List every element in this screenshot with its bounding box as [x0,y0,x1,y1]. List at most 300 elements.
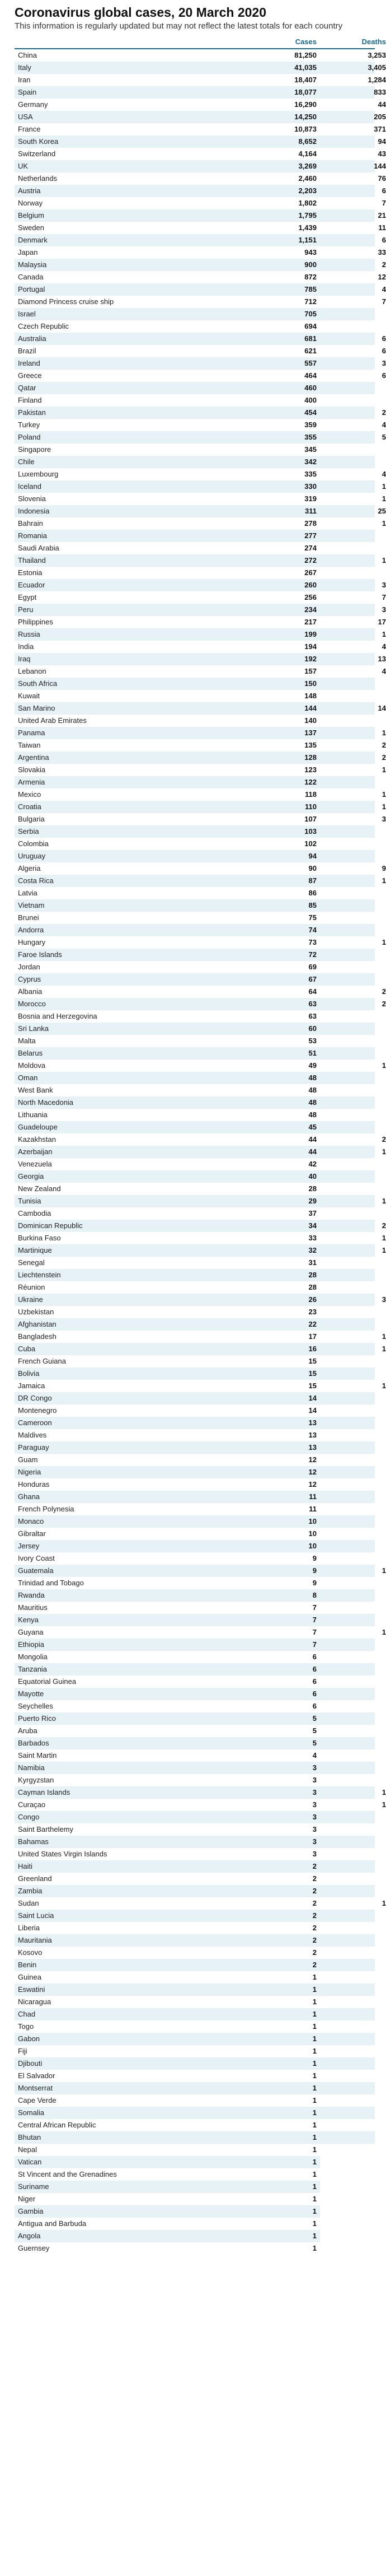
table-row [15,776,375,788]
deaths-value: 2 [382,741,386,749]
cases-value: 29 [308,1197,317,1205]
table-row [15,1860,375,1873]
country-name: Saint Martin [18,1751,57,1760]
table-row [15,1441,375,1454]
table-row [15,850,375,862]
deaths-value: 1 [382,1899,386,1907]
cases-value: 122 [304,778,317,786]
deaths-value: 17 [378,618,386,626]
table-row [15,653,386,665]
table-row [15,542,375,554]
cases-value: 150 [304,679,317,688]
table-row [15,2020,375,2033]
country-name: Poland [18,433,41,441]
deaths-value: 4 [382,285,386,293]
cases-value: 256 [304,593,317,601]
table-row [15,1491,375,1503]
deaths-value: 1 [382,1800,386,1809]
chart-title: Coronavirus global cases, 20 March 2020 [15,5,266,20]
cases-value: 13 [308,1443,317,1452]
country-name: Sudan [18,1899,39,1907]
table-row [15,136,386,148]
cases-value: 872 [304,273,317,281]
cases-value: 2 [312,1924,317,1932]
table-row [15,1195,386,1207]
cases-value: 5 [312,1714,317,1723]
cases-value: 75 [308,913,317,922]
country-name: Aruba [18,1726,37,1735]
table-row [15,1355,375,1368]
country-name: Chile [18,458,35,466]
country-name: Ecuador [18,581,45,589]
cases-value: 87 [308,876,317,885]
country-name: Lebanon [18,667,46,675]
table-row [15,1762,375,1774]
deaths-value: 44 [378,100,386,109]
country-name: Senegal [18,1258,45,1267]
table-row [15,1306,375,1318]
table-row [15,1614,375,1626]
country-name: Vatican [18,2158,42,2166]
country-name: South Africa [18,679,58,688]
cases-value: 18,077 [294,88,317,96]
table-row [15,1084,375,1096]
table-row [15,86,386,99]
deaths-value: 4 [382,470,386,478]
cases-value: 103 [304,827,317,836]
country-name: Nepal [18,2145,37,2154]
cases-value: 14 [308,1406,317,1415]
deaths-value: 1 [382,1197,386,1205]
country-name: Albania [18,987,43,996]
country-name: Liechtenstein [18,1271,61,1279]
cases-value: 1,151 [298,236,317,244]
country-name: Greece [18,371,42,380]
country-name: Ethiopia [18,1640,44,1649]
country-name: Tanzania [18,1665,48,1673]
cases-value: 943 [304,248,317,256]
deaths-value: 1 [382,556,386,564]
table-row [15,111,386,123]
country-name: Malaysia [18,260,47,269]
country-name: United Arab Emirates [18,716,87,725]
table-row [15,1404,375,1417]
table-row [15,2119,375,2131]
table-row [15,641,386,653]
cases-value: 400 [304,396,317,404]
country-name: Armenia [18,778,45,786]
table-row [15,616,386,628]
cases-value: 10 [308,1529,317,1538]
country-name: Haiti [18,1862,33,1870]
table-row [15,2144,375,2156]
deaths-value: 3,405 [368,63,386,72]
cases-value: 2 [312,1961,317,1969]
country-name: Thailand [18,556,46,564]
cases-value: 234 [304,605,317,614]
cases-value: 15 [308,1357,317,1365]
cases-value: 7 [312,1616,317,1624]
table-row [15,123,386,136]
cases-value: 3 [312,1800,317,1809]
table-row [15,1922,375,1934]
cases-value: 67 [308,975,317,983]
table-row [15,370,386,382]
table-row [15,1651,375,1663]
country-name: Jordan [18,963,40,971]
cases-value: 144 [304,704,317,712]
table-row [15,1023,375,1035]
cases-value: 81,250 [294,51,317,59]
country-name: Azerbaijan [18,1147,53,1156]
table-row [15,591,386,604]
table-row [15,1639,375,1651]
table-row [15,788,386,801]
country-name: Jersey [18,1542,40,1550]
table-row [15,628,386,641]
country-name: Togo [18,2022,34,2031]
country-name: Congo [18,1813,40,1821]
table-row [15,1799,386,1811]
table-row [15,333,386,345]
table-row [15,197,386,209]
country-name: Monaco [18,1517,44,1525]
table-row [15,172,386,185]
cases-value: 2 [312,1899,317,1907]
table-row [15,727,386,739]
country-name: Central African Republic [18,2121,96,2129]
table-row [15,517,386,530]
table-row [15,74,386,86]
country-name: Bahrain [18,519,43,528]
cases-value: 85 [308,901,317,909]
deaths-value: 76 [378,174,386,183]
table-row [15,2193,320,2205]
cases-value: 3 [312,1837,317,1846]
cases-value: 28 [308,1184,317,1193]
country-name: Faroe Islands [18,950,62,959]
table-row [15,407,386,419]
table-row [15,444,375,456]
country-name: Liberia [18,1924,40,1932]
table-row [15,1121,375,1133]
cases-value: 10 [308,1517,317,1525]
table-row [15,1269,375,1281]
deaths-value: 1 [382,1788,386,1796]
table-row [15,678,375,690]
country-name: Ireland [18,359,40,367]
cases-value: 13 [308,1418,317,1427]
cases-value: 2 [312,1911,317,1920]
deaths-value: 94 [378,137,386,146]
table-row [15,1848,375,1860]
country-name: Montenegro [18,1406,57,1415]
country-name: Uruguay [18,852,46,860]
cases-value: 2 [312,1874,317,1883]
cases-value: 13 [308,1431,317,1439]
cases-value: 11 [309,1492,317,1501]
cases-value: 74 [308,926,317,934]
table-row [15,2131,375,2144]
country-name: Colombia [18,839,49,848]
cases-value: 1 [312,2170,317,2178]
table-row [15,1984,375,1996]
table-row [15,875,386,887]
cases-value: 15 [308,1382,317,1390]
table-row [15,419,386,431]
table-header [15,36,386,48]
country-name: French Guiana [18,1357,66,1365]
cases-value: 1 [312,2022,317,2031]
country-name: Portugal [18,285,45,293]
deaths-value: 43 [378,150,386,158]
table-row [15,936,386,949]
deaths-value: 3 [382,359,386,367]
cases-value: 1 [312,2096,317,2104]
cases-value: 277 [304,531,317,540]
deaths-value: 1 [382,790,386,799]
table-row [15,271,386,283]
cases-value: 1 [312,2121,317,2129]
cases-value: 7 [312,1603,317,1612]
table-row [15,382,375,394]
country-name: Latvia [18,889,37,897]
country-name: Guatemala [18,1566,54,1575]
cases-value: 1 [312,2047,317,2055]
table-row [15,2008,375,2020]
country-name: Kosovo [18,1948,43,1957]
country-name: Russia [18,630,40,638]
cases-value: 90 [308,864,317,872]
country-name: Italy [18,63,31,72]
cases-value: 272 [304,556,317,564]
country-name: Gibraltar [18,1529,46,1538]
country-name: Rwanda [18,1591,45,1599]
table-row [15,715,375,727]
cases-value: 1 [312,2232,317,2240]
country-name: India [18,642,34,651]
cases-value: 311 [305,507,317,515]
country-name: United States Virgin Islands [18,1850,107,1858]
table-row [15,468,386,480]
table-row [15,1811,375,1823]
country-name: Guam [18,1455,38,1464]
cases-value: 42 [308,1160,317,1168]
table-row [15,2168,320,2181]
cases-value: 26 [308,1295,317,1304]
cases-value: 17 [308,1332,317,1341]
country-name: Paraguay [18,1443,49,1452]
country-name: Croatia [18,802,41,811]
country-name: Maldives [18,1431,47,1439]
cases-value: 18,407 [294,76,317,84]
table-row [15,320,375,333]
column-header-deaths: Deaths [361,38,386,46]
deaths-value: 1 [382,876,386,885]
cases-value: 1 [312,2244,317,2252]
table-row [15,1836,375,1848]
table-row [15,1429,375,1441]
cases-value: 1 [312,2182,317,2191]
country-name: Ghana [18,1492,40,1501]
table-row [15,1183,375,1195]
table-row [15,1712,375,1725]
country-name: Bosnia and Herzegovina [18,1012,97,1020]
cases-value: 557 [304,359,317,367]
table-row [15,456,375,468]
deaths-value: 6 [382,334,386,343]
country-name: Zambia [18,1887,43,1895]
deaths-value: 5 [382,433,386,441]
cases-value: 63 [308,1000,317,1008]
cases-value: 63 [308,1012,317,1020]
cases-value: 48 [308,1098,317,1107]
cases-value: 1 [312,2108,317,2117]
cases-value: 94 [308,852,317,860]
table-row [15,2205,320,2218]
country-name: Fiji [18,2047,27,2055]
table-row [15,1109,375,1121]
cases-value: 319 [304,494,317,503]
table-row [15,579,386,591]
table-row [15,899,375,912]
deaths-value: 3 [382,605,386,614]
deaths-value: 21 [378,211,386,220]
deaths-value: 1 [382,1246,386,1254]
country-name: Bahamas [18,1837,49,1846]
table-row [15,973,375,986]
deaths-value: 3 [382,581,386,589]
cases-value: 102 [304,839,317,848]
cases-value: 1 [312,2158,317,2166]
cases-value: 900 [304,260,317,269]
country-name: Djibouti [18,2059,43,2068]
country-name: Singapore [18,445,51,454]
table-row [15,2218,320,2230]
country-name: North Macedonia [18,1098,73,1107]
deaths-value: 1 [382,519,386,528]
country-name: Turkey [18,421,40,429]
country-name: Saudi Arabia [18,544,59,552]
cases-value: 135 [304,741,317,749]
country-name: Taiwan [18,741,41,749]
cases-value: 9 [312,1554,317,1562]
country-name: Argentina [18,753,49,762]
country-name: Barbados [18,1739,49,1747]
country-name: Saint Lucia [18,1911,54,1920]
cases-value: 1 [312,2145,317,2154]
deaths-value: 833 [374,88,386,96]
country-name: Hungary [18,938,46,946]
cases-value: 45 [308,1123,317,1131]
country-name: Slovenia [18,494,46,503]
table-row [15,1294,386,1306]
country-name: USA [18,113,33,121]
country-name: Guyana [18,1628,44,1636]
cases-value: 137 [304,729,317,737]
table-row [15,567,375,579]
cases-value: 2 [312,1862,317,1870]
country-name: Jamaica [18,1382,45,1390]
country-name: Gambia [18,2207,44,2215]
country-name: Cyprus [18,975,41,983]
cases-value: 11 [309,1505,317,1513]
table-row [15,283,386,296]
cases-value: 621 [304,347,317,355]
country-name: Guinea [18,1973,41,1981]
country-name: Ukraine [18,1295,43,1304]
cases-value: 16,290 [294,100,317,109]
country-name: Cape Verde [18,2096,57,2104]
table-row [15,813,386,825]
deaths-value: 7 [382,593,386,601]
table-row [15,1454,375,1466]
deaths-value: 6 [382,347,386,355]
cases-value: 260 [304,581,317,589]
table-row [15,1959,375,1971]
table-row [15,1663,375,1676]
cases-value: 12 [308,1480,317,1488]
cases-value: 6 [312,1702,317,1710]
table-row [15,604,386,616]
country-name: France [18,125,41,133]
deaths-value: 1 [382,1061,386,1070]
country-name: Morocco [18,1000,46,1008]
table-row [15,1503,375,1515]
cases-value: 148 [304,692,317,700]
table-row [15,1072,375,1084]
country-name: Australia [18,334,46,343]
country-name: El Salvador [18,2071,55,2080]
country-name: Diamond Princess cruise ship [18,297,114,306]
table-row [15,505,386,517]
cases-value: 12 [308,1468,317,1476]
cases-value: 3 [312,1763,317,1772]
country-name: Denmark [18,236,48,244]
deaths-value: 1 [382,482,386,491]
table-row [15,259,386,271]
cases-value: 44 [308,1147,317,1156]
table-row [15,912,375,924]
country-name: Moldova [18,1061,46,1070]
country-name: Eswatini [18,1985,45,1994]
country-name: Algeria [18,864,41,872]
cases-value: 1 [312,2207,317,2215]
cases-value: 123 [304,766,317,774]
country-name: Somalia [18,2108,44,2117]
cases-value: 267 [304,568,317,577]
cases-value: 41,035 [294,63,317,72]
deaths-value: 1 [382,1628,386,1636]
table-row [15,394,375,407]
table-row [15,1515,375,1528]
cases-value: 1 [312,2219,317,2228]
cases-value: 1 [312,2059,317,2068]
cases-value: 7 [312,1640,317,1649]
table-row [15,986,386,998]
cases-value: 712 [304,297,317,306]
table-row [15,1158,375,1170]
country-name: Georgia [18,1172,44,1180]
deaths-value: 1 [382,1234,386,1242]
cases-value: 2 [312,1887,317,1895]
deaths-value: 9 [382,864,386,872]
cases-value: 128 [304,753,317,762]
table-row [15,1996,375,2008]
deaths-value: 1 [382,494,386,503]
cases-value: 37 [308,1209,317,1217]
cases-value: 107 [304,815,317,823]
